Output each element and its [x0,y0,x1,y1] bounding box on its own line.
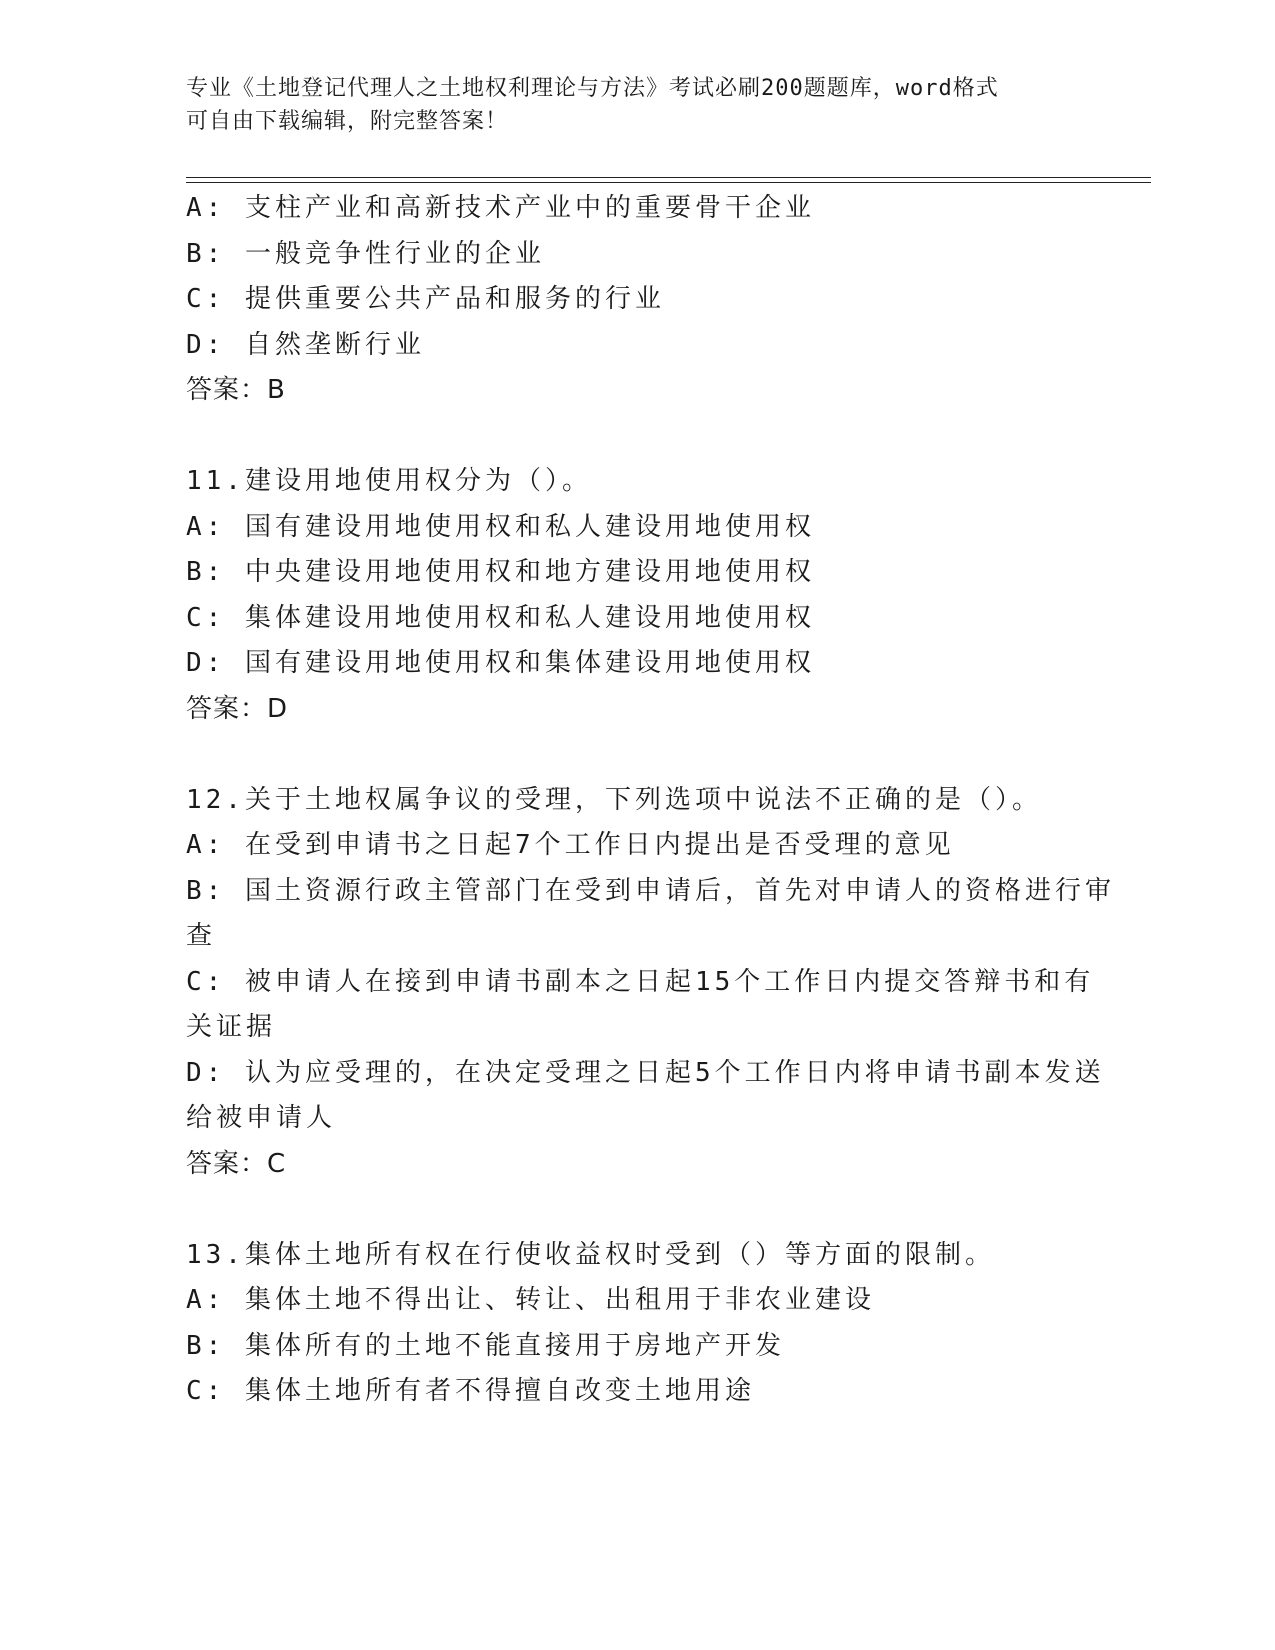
header-line-2: 可自由下载编辑，附完整答案！ [186,109,509,134]
header-line-1: 专业《土地登记代理人之土地权利理论与方法》考试必刷200题题库，word格式 [186,76,999,101]
option-b: B: 中央建设用地使用权和地方建设用地使用权 [186,557,815,587]
option-c-line-1: C: 被申请人在接到申请书副本之日起15个工作日内提交答辩书和有 [186,966,1095,997]
answer-text: 答案：D [186,693,289,724]
question-block-10 [186,186,1086,414]
spacer [186,414,1086,460]
question-block-13 [186,1233,1086,1415]
spacer [186,732,1086,778]
option-a: A: 集体土地不得出让、转让、出租用于非农业建设 [186,1285,875,1315]
spacer [186,1187,1086,1233]
question-text: 11.建设用地使用权分为（）。 [186,466,592,496]
option-a: A: 国有建设用地使用权和私人建设用地使用权 [186,511,815,542]
option-b-line-2: 查 [186,921,217,951]
question-block-11 [186,459,1086,732]
option-b: B: 一般竞争性行业的企业 [186,238,545,269]
question-block-12 [186,778,1115,1188]
option-d-line-1: D: 认为应受理的，在决定受理之日起5个工作日内将申请书副本发送 [186,1057,1105,1088]
question-text: 12.关于土地权属争议的受理，下列选项中说法不正确的是（）。 [186,784,1042,815]
question-text: 13.集体土地所有权在行使收益权时受到（）等方面的限制。 [186,1239,995,1270]
document-header [186,72,1086,138]
answer-text: 答案：C [186,1148,287,1179]
option-b-line-1: B: 国土资源行政主管部门在受到申请后，首先对申请人的资格进行审 [186,875,1115,906]
option-d: D: 国有建设用地使用权和集体建设用地使用权 [186,648,815,678]
option-c: C: 集体土地所有者不得擅自改变土地用途 [186,1376,755,1406]
option-c-line-2: 关证据 [186,1012,277,1042]
header-divider-bottom [186,182,1151,183]
answer-text: 答案：B [186,375,286,405]
header-divider-top [186,177,1151,178]
question-list [186,186,1115,1415]
option-c: C: 提供重要公共产品和服务的行业 [186,284,665,314]
option-c: C: 集体建设用地使用权和私人建设用地使用权 [186,602,815,633]
option-b: B: 集体所有的土地不能直接用于房地产开发 [186,1330,785,1361]
option-d-line-2: 给被申请人 [186,1103,337,1133]
option-a: A: 支柱产业和高新技术产业中的重要骨干企业 [186,193,815,223]
option-a: A: 在受到申请书之日起7个工作日内提出是否受理的意见 [186,830,955,860]
option-d: D: 自然垄断行业 [186,329,425,360]
